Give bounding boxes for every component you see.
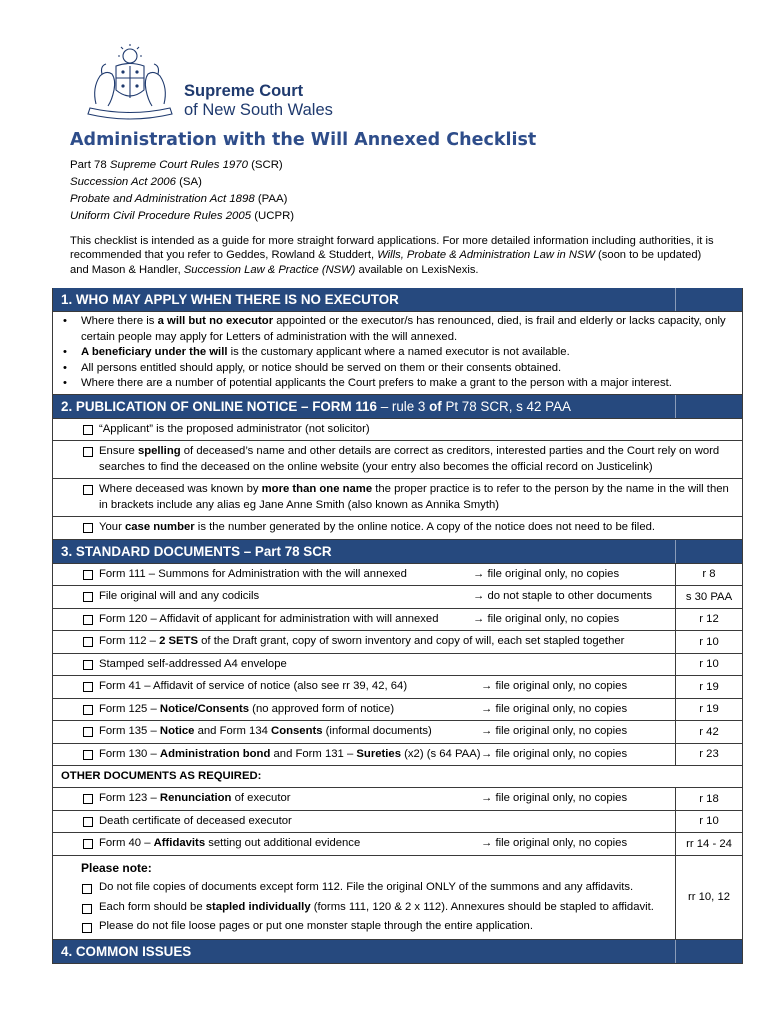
document-row: Form 112 – 2 SETS of the Draft grant, copy of sworn inventory and copy of will, each set stapled together r 10 bbox=[53, 631, 742, 654]
ref-line: Succession Act 2006 (SA) bbox=[70, 176, 202, 188]
bullet-item: • Where there are a number of potential applicants the Court prefers to make a grant to the person with a major interest. bbox=[59, 376, 736, 392]
arrow-icon: → file original only, no copies bbox=[481, 725, 628, 737]
section-2-heading: 2. PUBLICATION OF ONLINE NOTICE – FORM 116 – rule 3 of Pt 78 SCR, s 42 PAA bbox=[61, 398, 571, 414]
checkbox[interactable] bbox=[82, 923, 92, 933]
section-1-bullets bbox=[53, 312, 742, 395]
arrow-icon: → file original only, no copies bbox=[481, 792, 628, 804]
please-note-heading: Please note: bbox=[81, 860, 152, 875]
section-1-header bbox=[53, 288, 742, 312]
checkbox[interactable] bbox=[83, 794, 93, 804]
other-documents-heading: OTHER DOCUMENTS AS REQUIRED: bbox=[53, 766, 742, 788]
rule-cell: r 19 bbox=[675, 699, 742, 721]
rule-cell: r 10 bbox=[675, 811, 742, 833]
document-row: Form 123 – Renunciation of executor → file original only, no copies r 18 bbox=[53, 788, 742, 811]
rule-cell: r 12 bbox=[675, 609, 742, 631]
arrow-icon: → file original only, no copies bbox=[481, 837, 628, 849]
checkbox[interactable] bbox=[83, 485, 93, 495]
note-line: Do not file copies of documents except form 112. File the original ONLY of the summons and any affidavits. bbox=[81, 878, 669, 898]
checkbox[interactable] bbox=[83, 637, 93, 647]
checklist-row: “Applicant” is the proposed administrator (not solicitor) bbox=[53, 419, 742, 442]
rule-cell: rr 14 - 24 bbox=[675, 833, 742, 855]
checkbox[interactable] bbox=[83, 447, 93, 457]
note-line: Please do not file loose pages or put one monster staple through the entire application. bbox=[81, 917, 669, 937]
page-title: Administration with the Will Annexed Checklist bbox=[70, 130, 537, 150]
rule-cell: r 18 bbox=[675, 788, 742, 810]
bullet-item: • A beneficiary under the will is the customary applicant where a named executor is not available. bbox=[59, 345, 736, 361]
court-name-line1: Supreme Court bbox=[184, 82, 304, 100]
document-row: Form 135 – Notice and Form 134 Consents (informal documents) → file original only, no copies r 42 bbox=[53, 721, 742, 744]
rule-cell: r 19 bbox=[675, 676, 742, 698]
arrow-icon: → file original only, no copies bbox=[473, 612, 620, 625]
checkbox[interactable] bbox=[83, 750, 93, 760]
document-row: Form 120 – Affidavit of applicant for administration with will annexed → file original only, no copies r 12 bbox=[53, 609, 742, 632]
document-row: Form 41 – Affidavit of service of notice (also see rr 39, 42, 64) → file original only, no copies r 19 bbox=[53, 676, 742, 699]
checklist-table bbox=[52, 288, 743, 964]
checkbox[interactable] bbox=[83, 660, 93, 670]
court-name-line2: of New South Wales bbox=[184, 101, 333, 119]
arrow-icon: → file original only, no copies bbox=[481, 747, 628, 760]
bullet-icon: • bbox=[63, 377, 67, 389]
ref-line: Uniform Civil Procedure Rules 2005 (UCPR) bbox=[70, 210, 295, 222]
arrow-icon: → file original only, no copies bbox=[481, 702, 628, 715]
rule-cell: s 30 PAA bbox=[675, 586, 742, 608]
section-3-heading: 3. STANDARD DOCUMENTS – Part 78 SCR bbox=[61, 543, 332, 559]
section-1-heading: 1. WHO MAY APPLY WHEN THERE IS NO EXECUTOR bbox=[61, 292, 399, 307]
rule-cell: r 42 bbox=[675, 721, 742, 743]
checklist-row: Ensure spelling of deceased’s name and other details are correct as creditors, interested parties and the Court rely on word searches to find the deceased on the online website (your entry also becomes the official record on Justicelink) bbox=[53, 441, 742, 479]
document-row: Stamped self-addressed A4 envelope r 10 bbox=[53, 654, 742, 677]
rule-cell: rr 10, 12 bbox=[675, 856, 742, 939]
bullet-icon: • bbox=[63, 346, 67, 358]
document-row: File original will and any codicils → do not staple to other documents s 30 PAA bbox=[53, 586, 742, 609]
note-line: Each form should be stapled individually (forms 111, 120 & 2 x 112). Annexures should be stapled to affidavit. bbox=[81, 898, 669, 918]
section-3-header bbox=[53, 540, 742, 564]
section-2-header bbox=[53, 395, 742, 419]
document-row: Form 125 – Notice/Consents (no approved form of notice) → file original only, no copies r 19 bbox=[53, 699, 742, 722]
bullet-icon: • bbox=[63, 361, 67, 374]
coat-of-arms-logo bbox=[82, 44, 178, 126]
rule-cell: r 10 bbox=[675, 654, 742, 676]
bullet-item: • Where there is a will but no executor appointed or the executor/s has renounced, died, is frail and elderly or lacks capacity, only certain people may apply for Letters of administration with the will annexed. bbox=[63, 315, 726, 343]
checkbox[interactable] bbox=[83, 523, 93, 533]
checkbox[interactable] bbox=[83, 425, 93, 435]
ref-line: Probate and Administration Act 1898 (PAA) bbox=[70, 193, 288, 205]
checkbox[interactable] bbox=[83, 682, 93, 692]
please-note-block bbox=[53, 856, 742, 940]
checklist-row: Where deceased was known by more than one name the proper practice is to refer to the person by the name in the will then in brackets include any alias eg Jane Anne Smith (also known as Annika Smyth) bbox=[53, 479, 742, 517]
checkbox[interactable] bbox=[83, 839, 93, 849]
checkbox[interactable] bbox=[83, 570, 93, 580]
arrow-icon: → file original only, no copies bbox=[481, 680, 628, 692]
court-name bbox=[184, 82, 333, 120]
bullet-icon: • bbox=[63, 315, 67, 327]
checkbox[interactable] bbox=[83, 592, 93, 602]
checkbox[interactable] bbox=[82, 904, 92, 914]
checkbox[interactable] bbox=[83, 727, 93, 737]
arrow-icon: → file original only, no copies bbox=[473, 567, 620, 580]
arrow-icon: → do not staple to other documents bbox=[473, 590, 652, 602]
checkbox[interactable] bbox=[83, 615, 93, 625]
checkbox[interactable] bbox=[83, 705, 93, 715]
rule-cell: r 8 bbox=[675, 564, 742, 586]
section-4-header bbox=[53, 940, 742, 964]
document-row: Form 40 – Affidavits setting out additional evidence → file original only, no copies rr 14 - 24 bbox=[53, 833, 742, 856]
rule-cell: r 23 bbox=[675, 744, 742, 766]
legislation-references bbox=[70, 157, 294, 225]
checkbox[interactable] bbox=[83, 817, 93, 827]
document-row: Death certificate of deceased executor r 10 bbox=[53, 811, 742, 834]
checkbox[interactable] bbox=[82, 884, 92, 894]
document-row: Form 111 – Summons for Administration with the will annexed → file original only, no copies r 8 bbox=[53, 564, 742, 587]
section-4-heading: 4. COMMON ISSUES bbox=[61, 943, 192, 959]
checklist-row: Your case number is the number generated by the online notice. A copy of the notice does not need to be filed. bbox=[53, 517, 742, 540]
ref-line: Part 78 Supreme Court Rules 1970 (SCR) bbox=[70, 159, 283, 171]
intro-paragraph: This checklist is intended as a guide for more straight forward applications. For more detailed information including authorities, it is recommended that you refer to Geddes, Rowland & Studdert, Wills, Probate & Administration Law in NSW (soon to be updated) and Mason & Handler, Succession Law & Practice (NSW) available on LexisNexis. bbox=[70, 235, 714, 276]
rule-cell: r 10 bbox=[675, 631, 742, 653]
bullet-item: • All persons entitled should apply, or notice should be served on them or their consents obtained. bbox=[59, 361, 736, 377]
document-row: Form 130 – Administration bond and Form 131 – Sureties (x2) (s 64 PAA) → file original only, no copies r 23 bbox=[53, 744, 742, 767]
